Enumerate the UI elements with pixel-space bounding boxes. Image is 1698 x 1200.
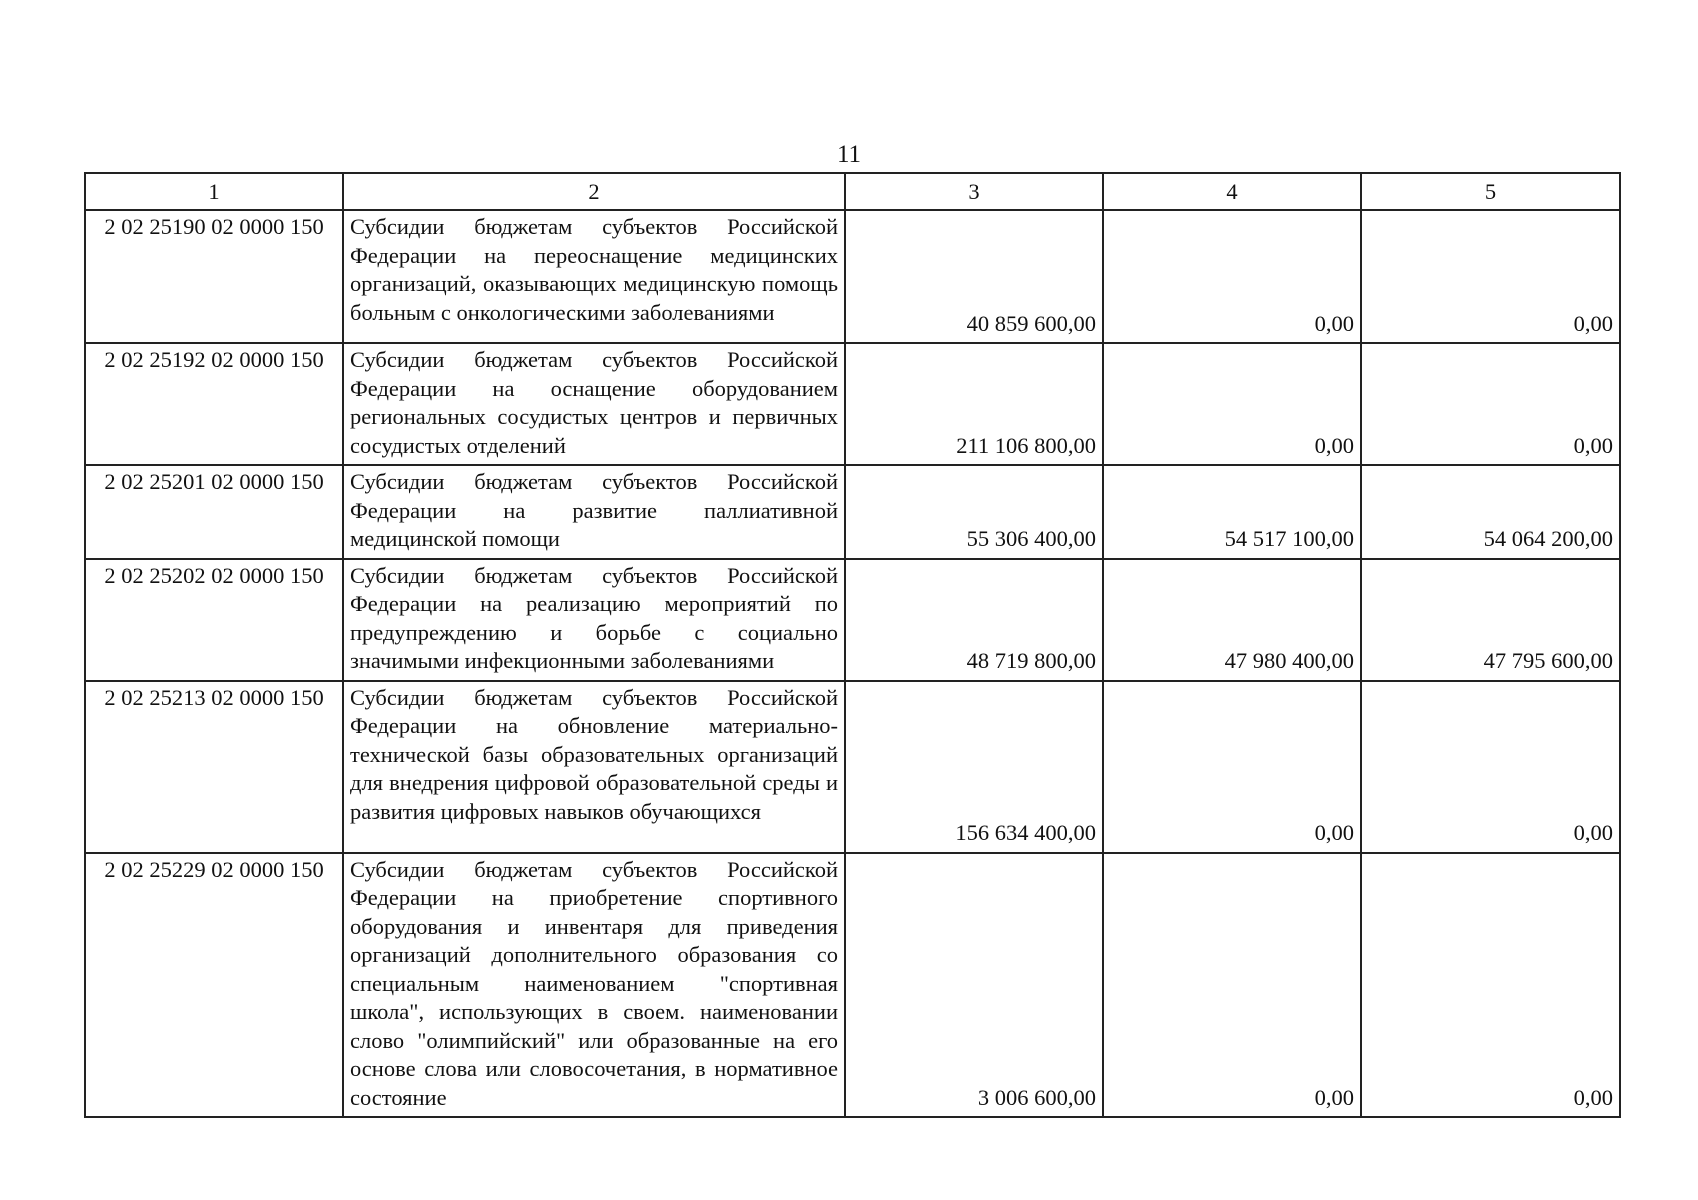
- amount-col4: 0,00: [1103, 343, 1361, 465]
- budget-code: 2 02 25201 02 0000 150: [85, 465, 343, 559]
- amount-col4: 0,00: [1103, 681, 1361, 853]
- subsidy-description: Субсидии бюджетам субъектов Российской Федерации на развитие паллиативной медицинской помощи: [343, 465, 845, 559]
- column-header: 1: [85, 173, 343, 210]
- amount-col5: 0,00: [1361, 343, 1620, 465]
- amount-col5: 47 795 600,00: [1361, 559, 1620, 681]
- amount-col3: 40 859 600,00: [845, 210, 1103, 343]
- amount-col5: 54 064 200,00: [1361, 465, 1620, 559]
- table-row: [85, 465, 1620, 559]
- amount-col4: 0,00: [1103, 853, 1361, 1118]
- table-row: [85, 853, 1620, 1118]
- subsidy-description: Субсидии бюджетам субъектов Российской Федерации на обновление материально-технической базы образовательных организаций для внедрения цифровой образовательной среды и развития цифровых навыков обучающихся: [343, 681, 845, 853]
- budget-code: 2 02 25213 02 0000 150: [85, 681, 343, 853]
- table-row: [85, 210, 1620, 343]
- amount-col5: 0,00: [1361, 853, 1620, 1118]
- column-header: 3: [845, 173, 1103, 210]
- budget-table: [84, 172, 1621, 1118]
- amount-col3: 156 634 400,00: [845, 681, 1103, 853]
- amount-col4: 0,00: [1103, 210, 1361, 343]
- budget-code: 2 02 25202 02 0000 150: [85, 559, 343, 681]
- amount-col5: 0,00: [1361, 681, 1620, 853]
- amount-col3: 3 006 600,00: [845, 853, 1103, 1118]
- subsidy-description: Субсидии бюджетам субъектов Российской Федерации на реализацию мероприятий по предупреждению и борьбе с социально значимыми инфекционными заболеваниями: [343, 559, 845, 681]
- table-row: [85, 681, 1620, 853]
- amount-col5: 0,00: [1361, 210, 1620, 343]
- budget-code: 2 02 25229 02 0000 150: [85, 853, 343, 1118]
- page-number: 11: [836, 141, 862, 168]
- table-row: [85, 559, 1620, 681]
- table-header-row: [85, 173, 1620, 210]
- budget-code: 2 02 25190 02 0000 150: [85, 210, 343, 343]
- subsidy-description: Субсидии бюджетам субъектов Российской Федерации на переоснащение медицинских организаций, оказывающих медицинскую помощь больным с онкологическими заболеваниями: [343, 210, 845, 343]
- amount-col3: 211 106 800,00: [845, 343, 1103, 465]
- subsidy-description: Субсидии бюджетам субъектов Российской Федерации на приобретение спортивного оборудования и инвентаря для приведения организаций дополнительного образования со специальным наименованием "спортивная школа", использующих в своем. наименовании слово "олимпийский" или образованные на его основе слова или словосочетания, в нормативное состояние: [343, 853, 845, 1118]
- subsidy-description: Субсидии бюджетам субъектов Российской Федерации на оснащение оборудованием региональных сосудистых центров и первичных сосудистых отделений: [343, 343, 845, 465]
- amount-col3: 55 306 400,00: [845, 465, 1103, 559]
- budget-code: 2 02 25192 02 0000 150: [85, 343, 343, 465]
- amount-col4: 54 517 100,00: [1103, 465, 1361, 559]
- column-header: 2: [343, 173, 845, 210]
- column-header: 5: [1361, 173, 1620, 210]
- amount-col3: 48 719 800,00: [845, 559, 1103, 681]
- amount-col4: 47 980 400,00: [1103, 559, 1361, 681]
- table-row: [85, 343, 1620, 465]
- column-header: 4: [1103, 173, 1361, 210]
